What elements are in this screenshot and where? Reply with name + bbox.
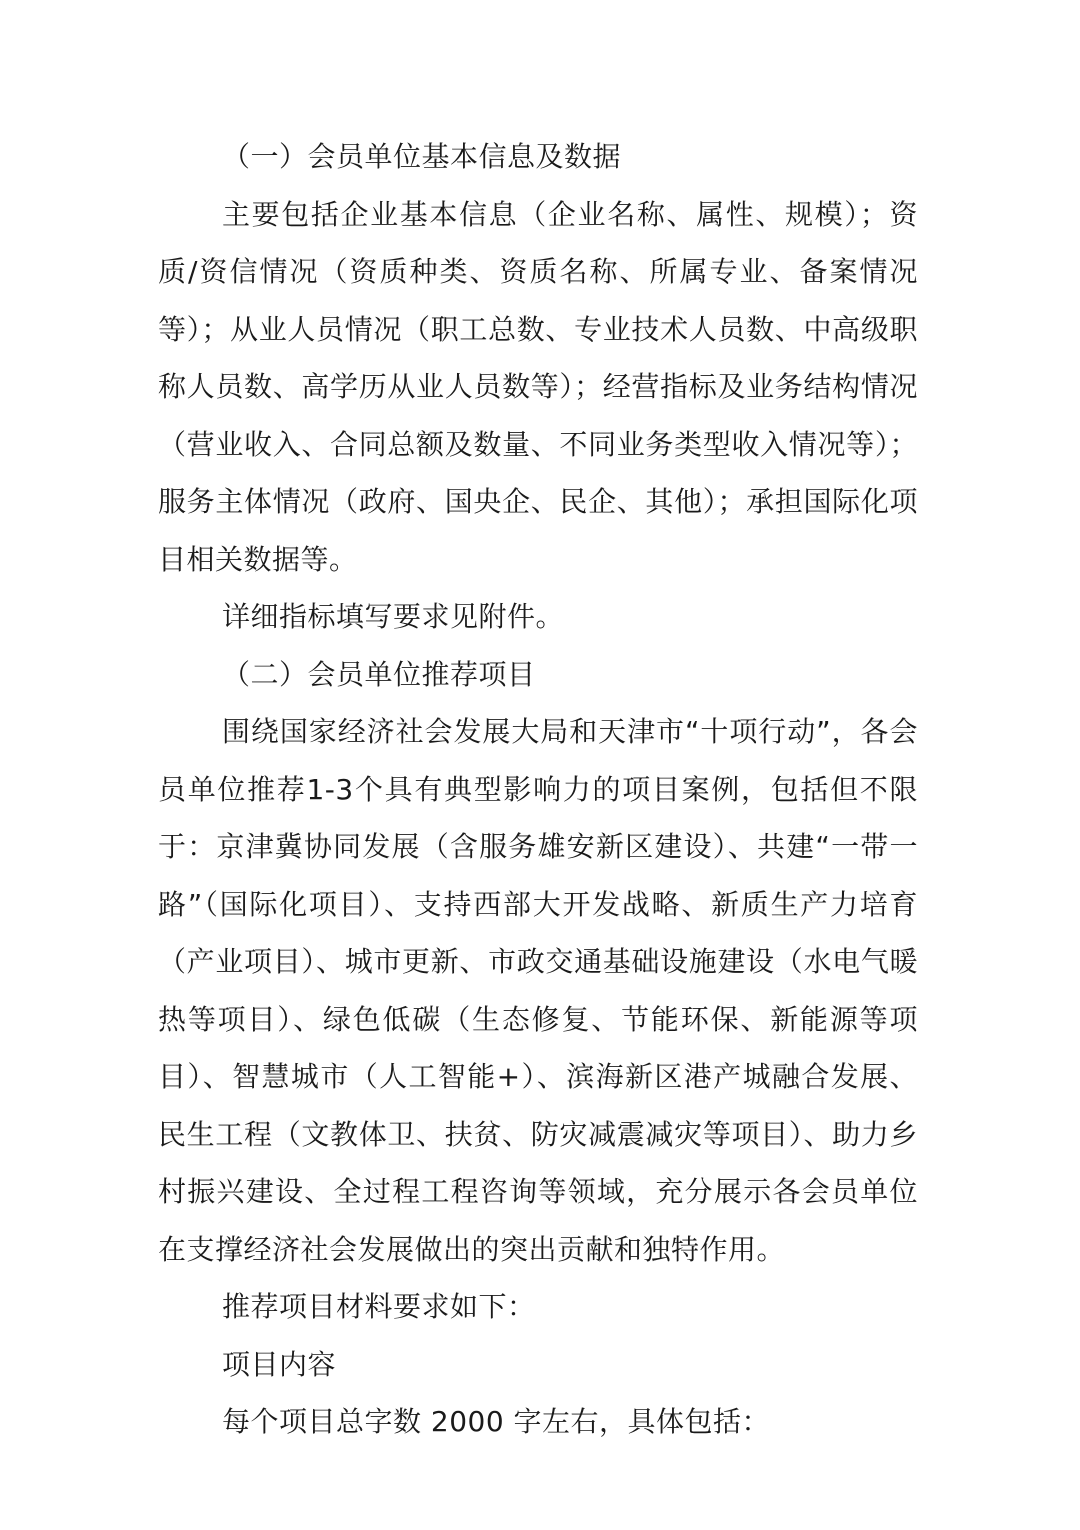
document-page <box>158 128 918 1451</box>
word-count-line: 每个项目总字数 2000 字左右，具体包括： <box>222 1405 771 1438</box>
requirements-intro: 推荐项目材料要求如下： <box>222 1290 536 1323</box>
section1-heading: （一）会员单位基本信息及数据 <box>222 140 622 173</box>
section1-note: 详细指标填写要求见附件。 <box>222 600 565 633</box>
project-content-heading: 项目内容 <box>222 1347 337 1381</box>
section2-heading: （二）会员单位推荐项目 <box>222 657 536 691</box>
section2-body: 围绕国家经济社会发展大局和天津市“十项行动”，各会员单位推荐1-3个具有典型影响力的项目案例，包括但不限于：京津冀协同发展（含服务雄安新区建设）、共建“一带一路”（国际化项目）、支持西部大开发战略、新质生产力培育（产业项目）、城市更新、市政交通基础设施建设（水电气暖热等项目）、绿色低碳（生态修复、节能环保、新能源等项目）、智慧城市（人工智能+）、滨海新区港产城融合发展、民生工程（文教体卫、扶贫、防灾减震减灾等项目）、助力乡村振兴建设、全过程工程咨询等领域，充分展示各会员单位在支撑经济社会发展做出的突出贡献和独特作用。 <box>158 715 918 1266</box>
section1-body: 主要包括企业基本信息（企业名称、属性、规模）；资质/资信情况（资质种类、资质名称、所属专业、备案情况等）；从业人员情况（职工总数、专业技术人员数、中高级职称人员数、高学历从业人员数等）；经营指标及业务结构情况（营业收入、合同总额及数量、不同业务类型收入情况等）；服务主体情况（政府、国央企、民企、其他）；承担国际化项目相关数据等。 <box>158 197 918 576</box>
